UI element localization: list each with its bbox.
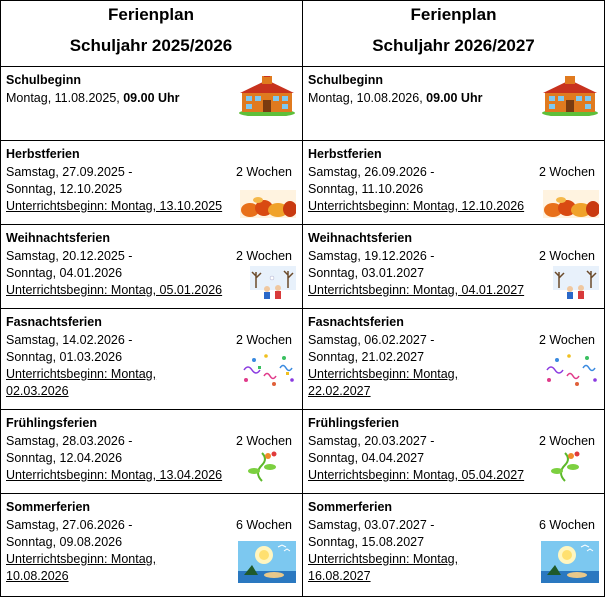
school-start-label: Schulbeginn xyxy=(6,73,81,87)
resume-date: Unterrichtsbeginn: Montag, 13.04.2026 xyxy=(6,468,223,482)
plan-title: Ferienplan xyxy=(410,5,497,24)
resume-date: Unterrichtsbeginn: Montag, 04.01.2027 xyxy=(308,283,525,297)
holiday-row-christmas xyxy=(0,224,302,308)
holiday-start: Samstag, 27.09.2025 - xyxy=(6,165,133,179)
holiday-start: Samstag, 03.07.2027 - xyxy=(308,518,435,532)
school-start-date: Montag, 11.08.2025, 09.00 Uhr xyxy=(6,91,180,105)
holiday-row-summer xyxy=(302,493,605,596)
holiday-row-carnival xyxy=(302,308,605,409)
holiday-name: Fasnachtsferien xyxy=(6,315,102,329)
resume-date: Unterrichtsbeginn: Montag, 12.10.2026 xyxy=(308,199,525,213)
holiday-duration: 2 Wochen xyxy=(235,165,292,179)
holiday-row-autumn xyxy=(302,140,605,224)
holiday-start: Samstag, 27.06.2026 - xyxy=(6,518,133,532)
holiday-duration: 6 Wochen xyxy=(538,518,595,532)
resume-date: Unterrichtsbeginn: Montag, xyxy=(6,367,157,381)
column-header xyxy=(302,0,605,66)
holiday-end: Sonntag, 01.03.2026 xyxy=(6,350,123,364)
resume-date: Unterrichtsbeginn: Montag, 05.04.2027 xyxy=(308,468,525,482)
holiday-duration: 6 Wochen xyxy=(235,518,292,532)
holiday-name: Frühlingsferien xyxy=(308,416,399,430)
holiday-end: Sonntag, 11.10.2026 xyxy=(308,182,424,196)
holiday-end: Sonntag, 12.10.2025 xyxy=(6,182,123,196)
school-start-time: 09.00 Uhr xyxy=(123,91,180,105)
holiday-start: Samstag, 06.02.2027 - xyxy=(308,333,435,347)
school-start-time: 09.00 Uhr xyxy=(426,91,483,105)
resume-date: Unterrichtsbeginn: Montag, xyxy=(308,552,459,566)
resume-date-continued: 22.02.2027 xyxy=(308,384,371,398)
school-building-icon xyxy=(541,76,599,121)
confetti-icon xyxy=(543,350,599,395)
holiday-name: Fasnachtsferien xyxy=(308,315,404,329)
holiday-row-christmas xyxy=(302,224,605,308)
school-start-row xyxy=(0,66,302,140)
holiday-row-carnival xyxy=(0,308,302,409)
holiday-end: Sonntag, 04.04.2027 xyxy=(308,451,425,465)
holiday-start: Samstag, 20.12.2025 - xyxy=(6,249,133,263)
beach-sun-icon xyxy=(238,541,296,588)
holiday-row-spring xyxy=(302,409,605,493)
resume-date: Unterrichtsbeginn: Montag, xyxy=(308,367,459,381)
autumn-leaves-icon xyxy=(543,190,599,223)
resume-date-continued: 16.08.2027 xyxy=(308,569,371,583)
holiday-end: Sonntag, 03.01.2027 xyxy=(308,266,425,280)
holiday-duration: 2 Wochen xyxy=(235,434,292,448)
holiday-row-spring xyxy=(0,409,302,493)
holiday-row-summer xyxy=(0,493,302,596)
holiday-duration: 2 Wochen xyxy=(235,249,292,263)
holiday-duration: 2 Wochen xyxy=(538,434,595,448)
holiday-end: Sonntag, 21.02.2027 xyxy=(308,350,425,364)
holiday-end: Sonntag, 12.04.2026 xyxy=(6,451,123,465)
holiday-name: Frühlingsferien xyxy=(6,416,97,430)
school-start-date: Montag, 10.08.2026, 09.00 Uhr xyxy=(308,91,483,105)
school-year-title: Schuljahr 2026/2027 xyxy=(372,36,535,55)
winter-kids-icon xyxy=(553,266,599,307)
resume-date-continued: 10.08.2026 xyxy=(6,569,69,583)
holiday-start: Samstag, 26.09.2026 - xyxy=(308,165,435,179)
holiday-duration: 2 Wochen xyxy=(538,249,595,263)
holiday-end: Sonntag, 04.01.2026 xyxy=(6,266,123,280)
spring-flower-icon xyxy=(244,451,280,488)
resume-date: Unterrichtsbeginn: Montag, 05.01.2026 xyxy=(6,283,223,297)
holiday-start: Samstag, 28.03.2026 - xyxy=(6,434,133,448)
resume-date-continued: 02.03.2026 xyxy=(6,384,69,398)
column-header xyxy=(0,0,302,66)
holiday-duration: 2 Wochen xyxy=(538,165,595,179)
school-year-title: Schuljahr 2025/2026 xyxy=(69,36,233,55)
school-building-icon xyxy=(238,76,296,121)
holiday-name: Weihnachtsferien xyxy=(308,231,412,245)
autumn-leaves-icon xyxy=(240,190,296,223)
holiday-start: Samstag, 19.12.2026 - xyxy=(308,249,435,263)
holiday-row-autumn xyxy=(0,140,302,224)
spring-flower-icon xyxy=(547,451,583,488)
holiday-start: Samstag, 20.03.2027 - xyxy=(308,434,435,448)
school-start-label: Schulbeginn xyxy=(308,73,383,87)
holiday-name: Sommerferien xyxy=(6,500,91,514)
resume-date: Unterrichtsbeginn: Montag, 13.10.2025 xyxy=(6,199,223,213)
resume-date: Unterrichtsbeginn: Montag, xyxy=(6,552,157,566)
holiday-name: Herbstferien xyxy=(6,147,80,161)
holiday-duration: 2 Wochen xyxy=(538,333,595,347)
holiday-duration: 2 Wochen xyxy=(235,333,292,347)
column-school-year-2026-2027 xyxy=(302,0,605,597)
column-school-year-2025-2026 xyxy=(0,0,302,597)
holiday-start: Samstag, 14.02.2026 - xyxy=(6,333,133,347)
winter-kids-icon xyxy=(250,266,296,307)
holiday-end: Sonntag, 09.08.2026 xyxy=(6,535,123,549)
school-start-row xyxy=(302,66,605,140)
confetti-icon xyxy=(240,350,296,395)
holiday-end: Sonntag, 15.08.2027 xyxy=(308,535,425,549)
plan-title: Ferienplan xyxy=(108,5,194,24)
holiday-name: Herbstferien xyxy=(308,147,382,161)
holiday-name: Weihnachtsferien xyxy=(6,231,110,245)
holiday-name: Sommerferien xyxy=(308,500,393,514)
beach-sun-icon xyxy=(541,541,599,588)
